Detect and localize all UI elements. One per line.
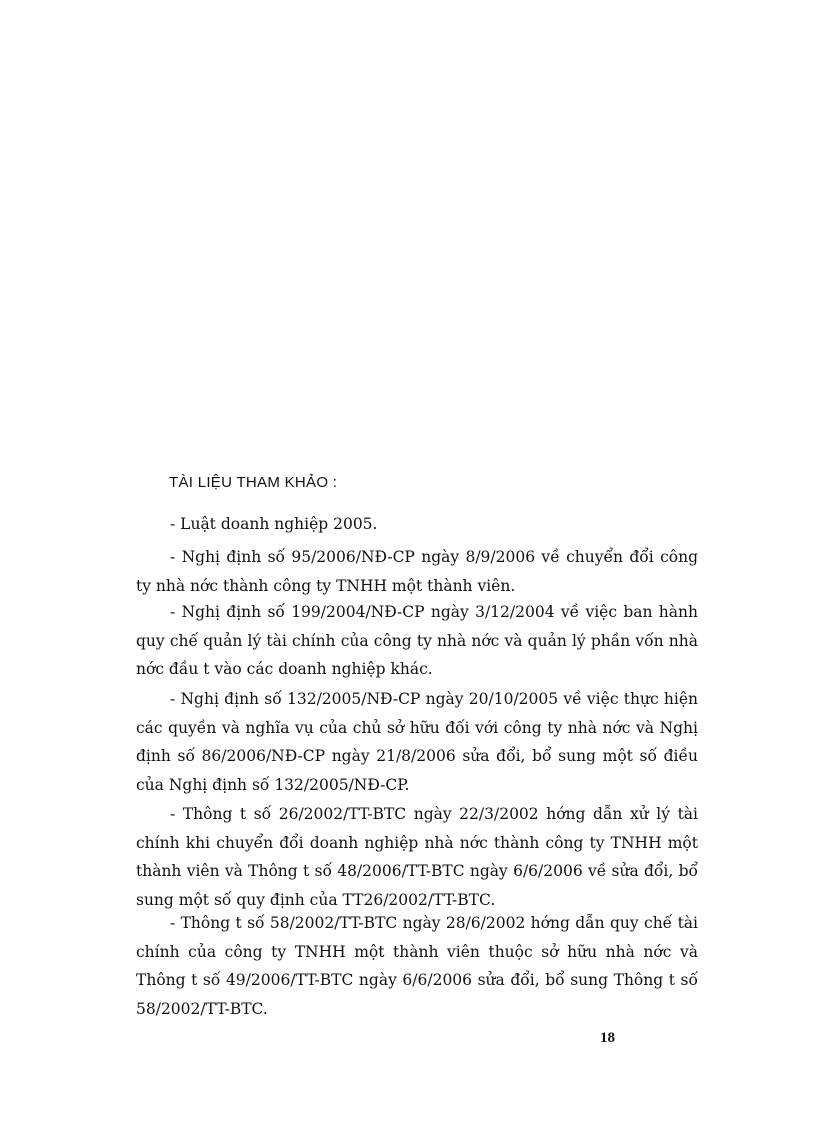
reference-item-5 [136,800,698,914]
reference-item-2 [136,543,698,600]
page-number: 18 [600,1030,615,1046]
reference-text: - Thông t số 26/2002/TT-BTC ngày 22/3/2002 hớng dẫn xử lý tài chính khi chuyển đổi doanh nghiệp nhà nớc thành công ty TNHH một thành viên và Thông t số 48/2006/TT-BTC ngày 6/6/2006 về sửa đổi, bổ sung một số quy định của TT26/2002/TT-BTC. [136,805,698,909]
reference-item-1 [136,510,698,539]
reference-text: - Luật doanh nghiệp 2005. [170,515,378,533]
reference-item-6 [136,909,698,1023]
reference-item-4 [136,685,698,799]
references-heading: TÀI LIỆU THAM KHẢO : [169,474,338,491]
reference-text: - Nghị định số 199/2004/NĐ-CP ngày 3/12/2004 về việc ban hành quy chế quản lý tài chính của công ty nhà nớc và quản lý phần vốn nhà nớc đầu t vào các doanh nghiệp khác. [136,603,698,678]
reference-item-3 [136,598,698,684]
reference-text: - Nghị định số 132/2005/NĐ-CP ngày 20/10/2005 về việc thực hiện các quyền và nghĩa vụ của chủ sở hữu đối với công ty nhà nớc và Nghị định số 86/2006/NĐ-CP ngày 21/8/2006 sửa đổi, bổ sung một số điều của Nghị định số 132/2005/NĐ-CP. [136,690,698,794]
reference-text: - Thông t số 58/2002/TT-BTC ngày 28/6/2002 hớng dẫn quy chế tài chính của công ty TNHH một thành viên thuộc sở hữu nhà nớc và Thông t số 49/2006/TT-BTC ngày 6/6/2006 sửa đổi, bổ sung Thông t số 58/2002/TT-BTC. [136,914,698,1018]
reference-text: - Nghị định số 95/2006/NĐ-CP ngày 8/9/2006 về chuyển đổi công ty nhà nớc thành công ty TNHH một thành viên. [136,548,698,595]
